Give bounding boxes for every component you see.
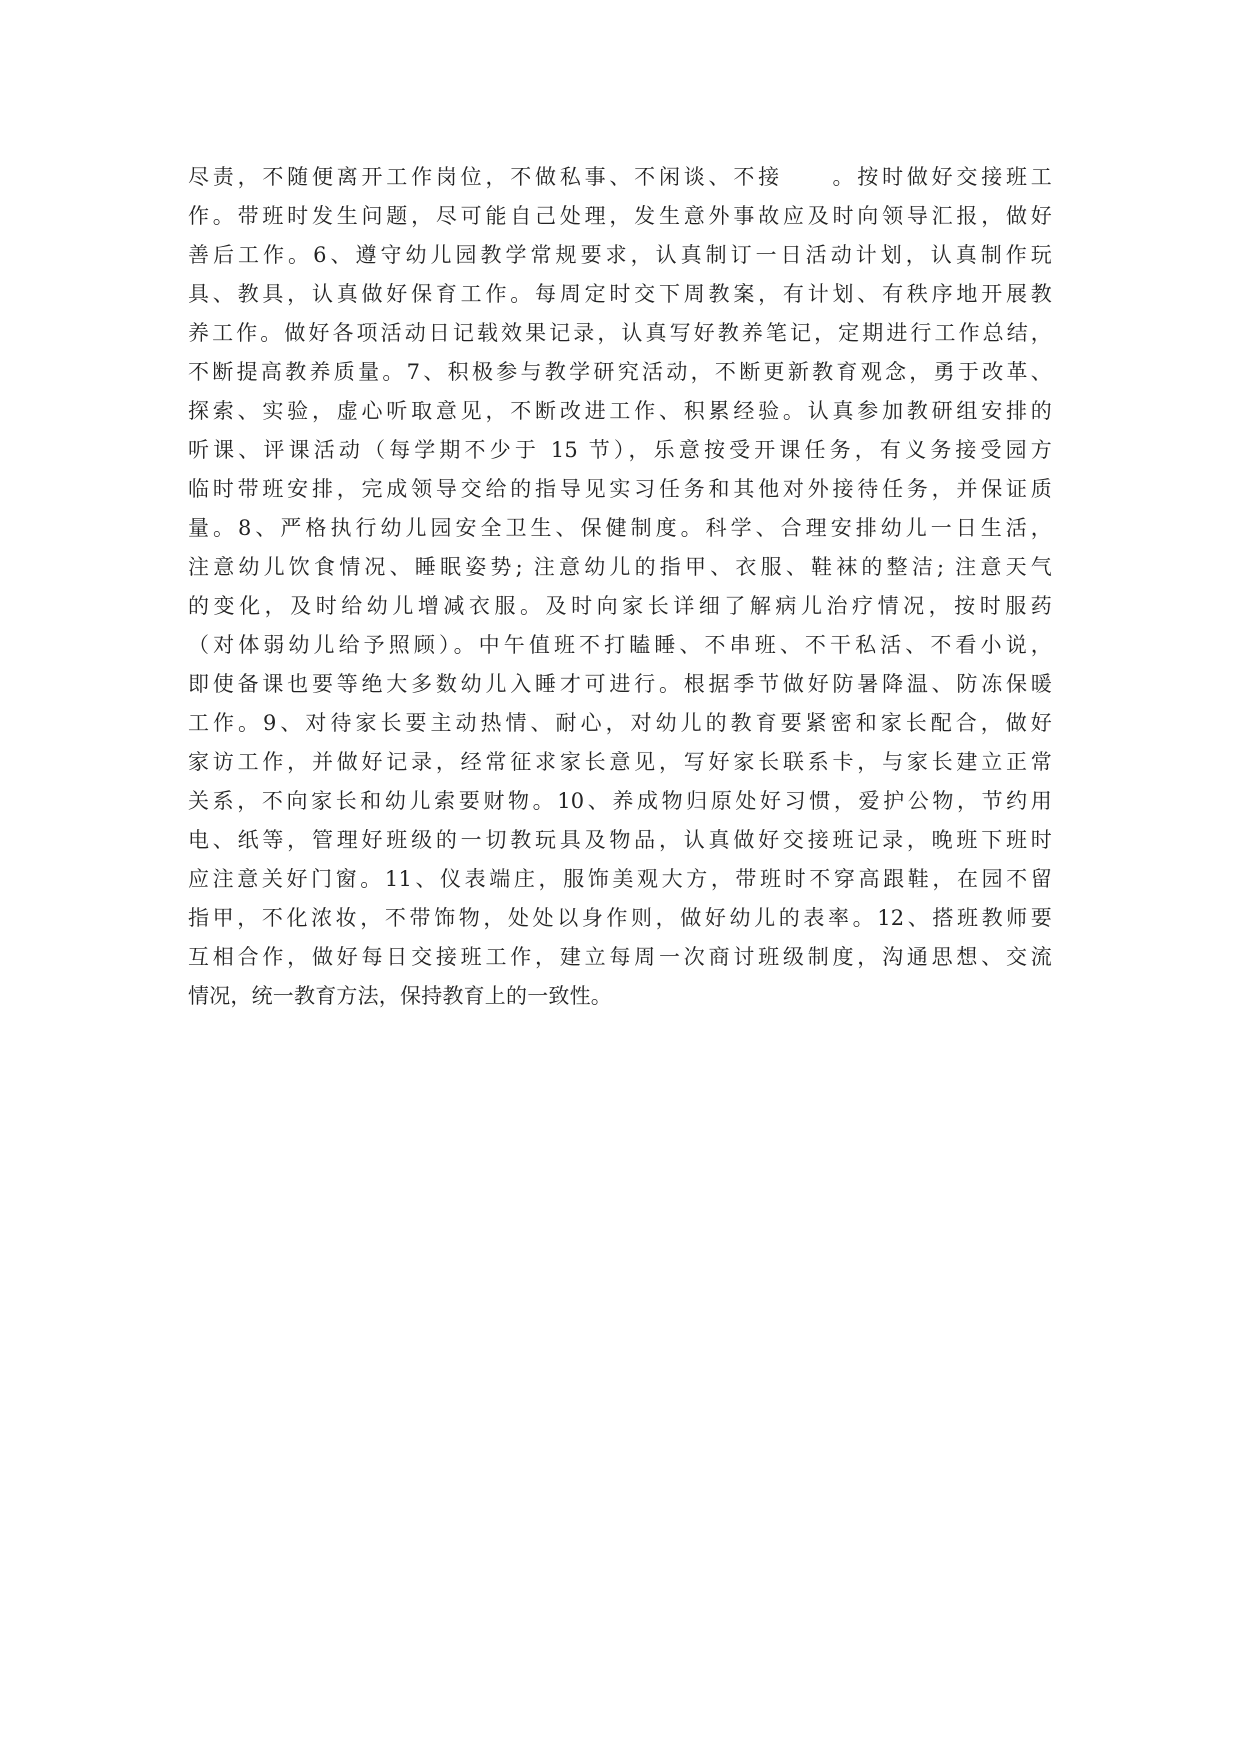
text-line: 听课、评课活动（每学期不少于 15 节），乐意按受开课任务，有义务接受园方 xyxy=(188,438,1052,462)
text-line: 即使备课也要等绝大多数幼儿入睡才可进行。根据季节做好防暑降温、防冻保暖 xyxy=(188,672,1052,696)
text-line: 关系，不向家长和幼儿索要财物。10、养成物归原处好习惯，爱护公物，节约用 xyxy=(188,789,1052,813)
text-line: 量。8、严格执行幼儿园安全卫生、保健制度。科学、合理安排幼儿一日生活， xyxy=(188,516,1052,540)
text-line: 尽责，不随便离开工作岗位，不做私事、不闲谈、不接 。按时做好交接班工 xyxy=(188,165,1052,189)
text-line: 家访工作，并做好记录，经常征求家长意见，写好家长联系卡，与家长建立正常 xyxy=(188,750,1052,774)
text-line: 的变化，及时给幼儿增减衣服。及时向家长详细了解病儿治疗情况，按时服药 xyxy=(188,594,1052,618)
text-line: 应注意关好门窗。11、仪表端庄，服饰美观大方，带班时不穿高跟鞋，在园不留 xyxy=(188,867,1052,891)
text-line: 指甲，不化浓妆，不带饰物，处处以身作则，做好幼儿的表率。12、搭班教师要 xyxy=(188,906,1052,930)
text-line: 情况，统一教育方法，保持教育上的一致性。 xyxy=(188,984,612,1008)
text-line: 探索、实验，虚心听取意见，不断改进工作、积累经验。认真参加教研组安排的 xyxy=(188,399,1052,423)
text-line: 临时带班安排，完成领导交给的指导见实习任务和其他对外接待任务，并保证质 xyxy=(188,477,1052,501)
text-line: 具、教具，认真做好保育工作。每周定时交下周教案，有计划、有秩序地开展教 xyxy=(188,282,1052,306)
text-line: 互相合作，做好每日交接班工作，建立每周一次商讨班级制度，沟通思想、交流 xyxy=(188,945,1052,969)
text-line: 工作。9、对待家长要主动热情、耐心，对幼儿的教育要紧密和家长配合，做好 xyxy=(188,711,1052,735)
text-line: 不断提高教养质量。7、积极参与教学研究活动，不断更新教育观念，勇于改革、 xyxy=(188,360,1052,384)
text-line: 善后工作。6、遵守幼儿园教学常规要求，认真制订一日活动计划，认真制作玩 xyxy=(188,243,1052,267)
body-paragraph xyxy=(188,158,1052,1016)
text-line: 作。带班时发生问题，尽可能自己处理，发生意外事故应及时向领导汇报，做好 xyxy=(188,204,1052,228)
text-line: （对体弱幼儿给予照顾）。中午值班不打瞌睡、不串班、不干私活、不看小说， xyxy=(188,633,1052,657)
text-line: 养工作。做好各项活动日记载效果记录，认真写好教养笔记，定期进行工作总结， xyxy=(188,321,1052,345)
text-line: 注意幼儿饮食情况、睡眠姿势; 注意幼儿的指甲、衣服、鞋袜的整洁; 注意天气 xyxy=(188,555,1052,579)
text-line: 电、纸等，管理好班级的一切教玩具及物品，认真做好交接班记录，晚班下班时 xyxy=(188,828,1052,852)
